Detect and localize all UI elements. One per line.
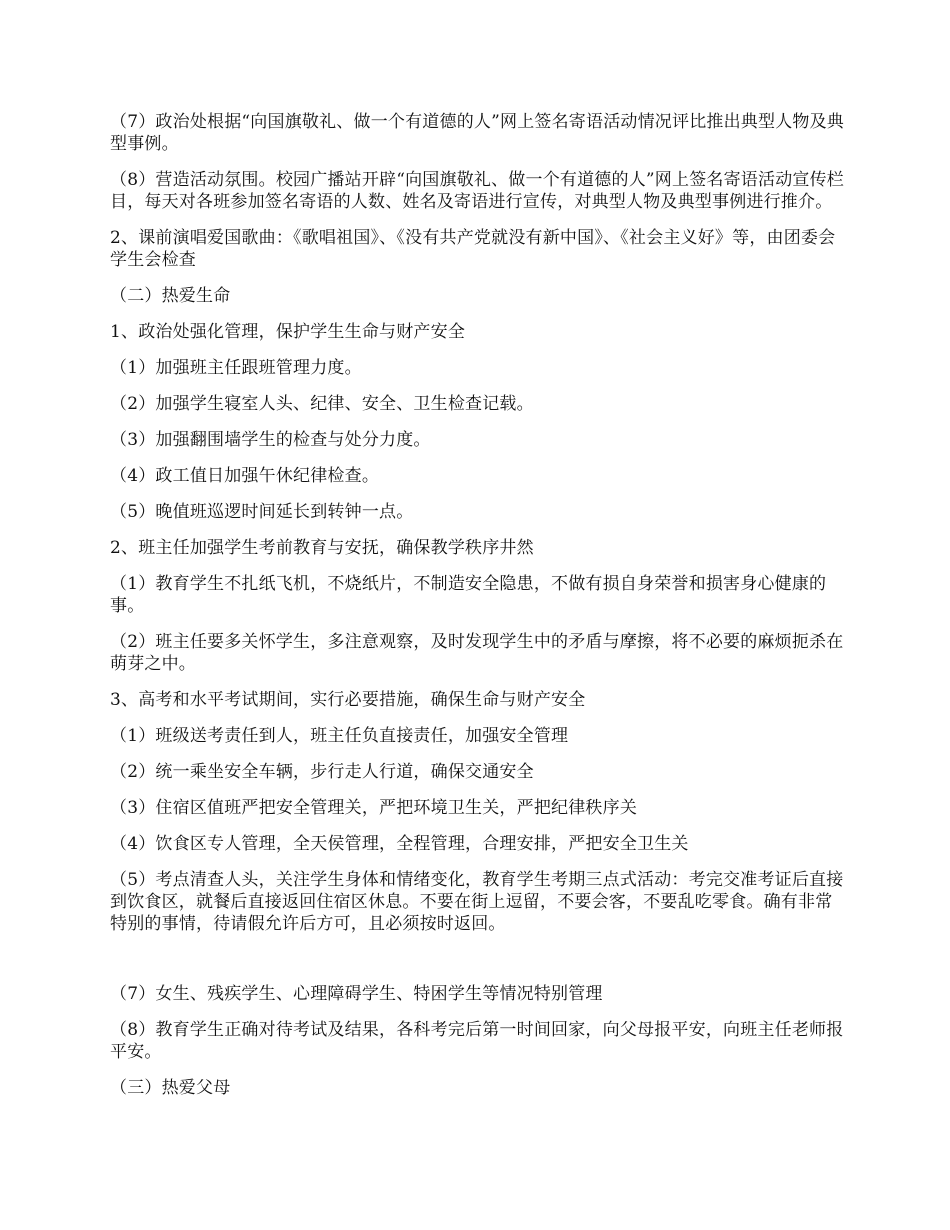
paragraph: 2、班主任加强学生考前教育与安抚，确保教学秩序井然	[110, 538, 534, 558]
paragraph: （8）教育学生正确对待考试及结果，各科考完后第一时间回家，向父母报平安，向班主任老师报平安。	[110, 1020, 844, 1062]
paragraph: （4）饮食区专人管理，全天侯管理，全程管理，合理安排，严把安全卫生关	[110, 834, 689, 854]
paragraph: （2）班主任要多关怀学生，多注意观察，及时发现学生中的矛盾与摩擦，将不必要的麻烦扼杀在萌芽之中。	[110, 632, 844, 674]
paragraph: （1）班级送考责任到人，班主任负直接责任，加强安全管理	[110, 726, 569, 746]
paragraph: 3、高考和水平考试期间，实行必要措施，确保生命与财产安全	[110, 690, 586, 710]
paragraph: （8）营造活动氛围。校园广播站开辟“向国旗敬礼、做一个有道德的人”网上签名寄语活动宣传栏目，每天对各班参加签名寄语的人数、姓名及寄语进行宣传，对典型人物及典型事例进行推介。	[110, 170, 844, 212]
paragraph: （3）加强翻围墙学生的检查与处分力度。	[110, 430, 431, 450]
paragraph: （5）晚值班巡逻时间延长到转钟一点。	[110, 502, 414, 522]
paragraph: （1）教育学生不扎纸飞机，不烧纸片，不制造安全隐患，不做有损自身荣誉和损害身心健康的事。	[110, 574, 827, 616]
paragraph: 1、政治处强化管理，保护学生生命与财产安全	[110, 322, 466, 342]
document-body-bottom	[110, 983, 845, 1099]
paragraph: （7）政治处根据“向国旗敬礼、做一个有道德的人”网上签名寄语活动情况评比推出典型人物及典型事例。	[110, 112, 844, 154]
paragraph: （三）热爱父母	[110, 1078, 231, 1098]
document-page	[110, 111, 845, 1113]
paragraph: （3）住宿区值班严把安全管理关，严把环境卫生关，严把纪律秩序关	[110, 798, 638, 818]
paragraph: （4）政工值日加强午休纪律检查。	[110, 466, 380, 486]
paragraph: （1）加强班主任跟班管理力度。	[110, 358, 362, 378]
paragraph: （5）考点清查人头，关注学生身体和情绪变化，教育学生考期三点式活动：考完交准考证后直接到饮食区，就餐后直接返回住宿区休息。不要在街上逗留，不要会客，不要乱吃零食。确有非常特别的事情，待请假允许后方可，且必须按时返回。	[110, 870, 844, 934]
paragraph-gap	[110, 949, 845, 983]
document-body-top	[110, 111, 845, 935]
paragraph: （2）统一乘坐安全车辆，步行走人行道，确保交通安全	[110, 762, 534, 782]
paragraph: （2）加强学生寝室人头、纪律、安全、卫生检查记载。	[110, 394, 534, 414]
paragraph: 2、课前演唱爱国歌曲：《歌唱祖国》、《没有共产党就没有新中国》、《社会主义好》等，由团委会学生会检查	[110, 228, 836, 270]
paragraph: （7）女生、残疾学生、心理障碍学生、特困学生等情况特别管理	[110, 984, 603, 1004]
paragraph: （二）热爱生命	[110, 286, 231, 306]
